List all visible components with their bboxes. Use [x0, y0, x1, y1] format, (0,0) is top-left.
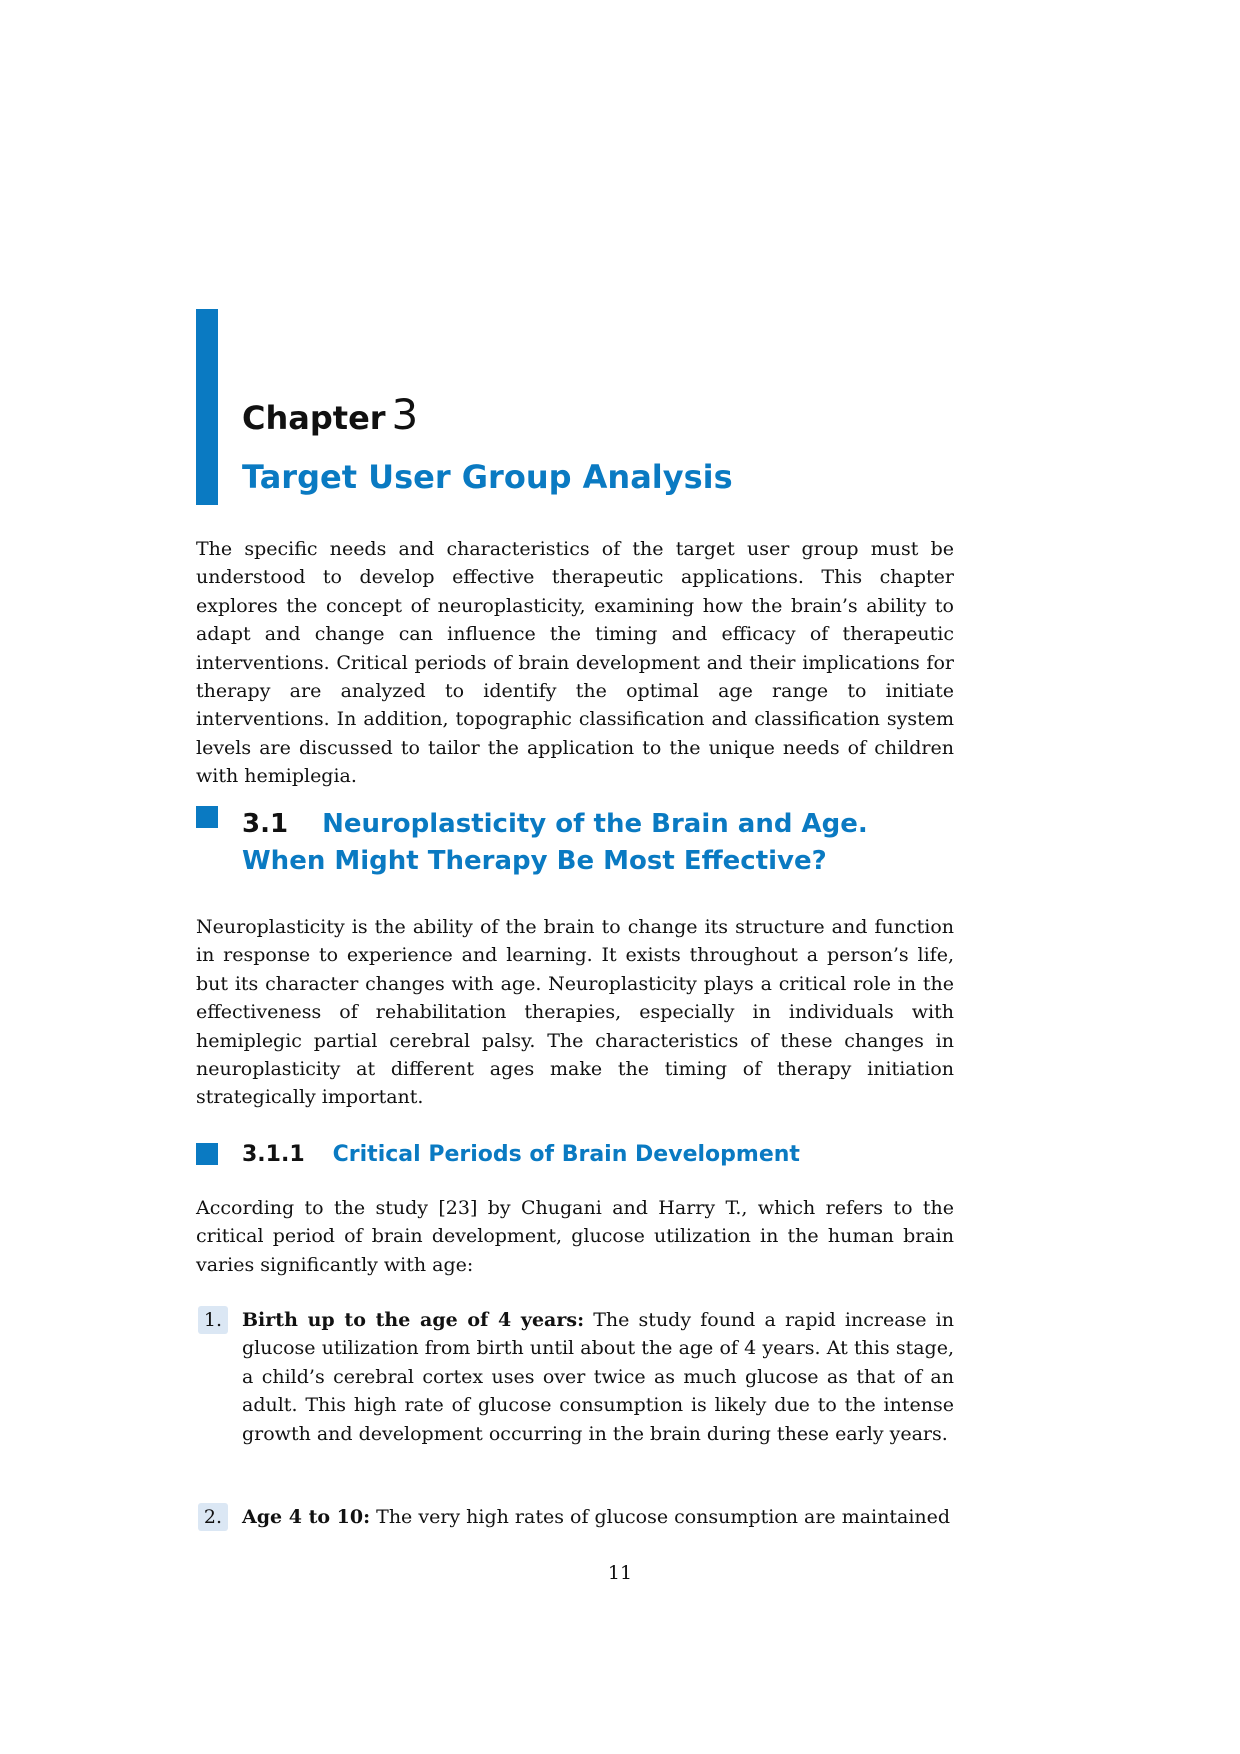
section-heading	[242, 806, 954, 880]
list-marker: 2.	[198, 1503, 228, 1531]
section-number: 3.1	[242, 809, 289, 839]
list-item-body	[242, 1306, 954, 1448]
chapter-label-word: Chapter	[242, 399, 386, 437]
list-item-text: The very high rates of glucose consumption are maintained	[376, 1506, 951, 1528]
list-item-body	[242, 1503, 954, 1531]
chapter-number: 3	[391, 390, 419, 439]
subsection-heading	[242, 1140, 954, 1170]
section-title: Neuroplasticity of the Brain and Age. When Might Therapy Be Most Effective?	[242, 809, 868, 876]
subsection-title: Critical Periods of Brain Development	[332, 1142, 800, 1167]
list-item-term: Birth up to the age of 4 years:	[242, 1309, 585, 1331]
subsection-number: 3.1.1	[242, 1142, 305, 1167]
subsection-marker	[196, 1143, 218, 1165]
list-item-term: Age 4 to 10:	[242, 1506, 371, 1528]
section-marker	[196, 806, 218, 828]
chapter-label	[242, 390, 418, 439]
subsection-paragraph: According to the study [23] by Chugani and Harry T., which refers to the critical period of brain development, glucose utilization in the human brain varies significantly with age:	[196, 1197, 954, 1276]
intro-paragraph: The specific needs and characteristics of the target user group must be understood to develop effective therapeutic applications. This chapter explores the concept of neuroplasticity, examining how the brain’s ability to adapt and change can influence the timing and efficacy of therapeutic interventions. Critical periods of brain development and their implications for therapy are analyzed to identify the optimal age range to initiate interventions. In addition, topographic classification and classification system levels are discussed to tailor the application to the unique needs of children with hemiplegia.	[196, 538, 954, 788]
chapter-accent-bar	[196, 309, 218, 505]
chapter-title: Target User Group Analysis	[242, 458, 733, 496]
list-item-text: The study found a rapid increase in glucose utilization from birth until about the age of 4 years. At this stage, a child’s cerebral cortex uses over twice as much glucose as that of an adult. This high rate of glucose consumption is likely due to the intense growth and development occurring in the brain during these early years.	[242, 1309, 954, 1445]
list-marker: 1.	[198, 1306, 228, 1334]
section-paragraph: Neuroplasticity is the ability of the brain to change its structure and function in response to experience and learning. It exists throughout a person’s life, but its character changes with age. Neuroplasticity plays a critical role in the effectiveness of rehabilitation therapies, especially in individuals with hemiplegic partial cerebral palsy. The characteristics of these changes in neuroplasticity at different ages make the timing of therapy initiation strategically important.	[196, 916, 954, 1109]
page-number: 11	[607, 1562, 633, 1584]
